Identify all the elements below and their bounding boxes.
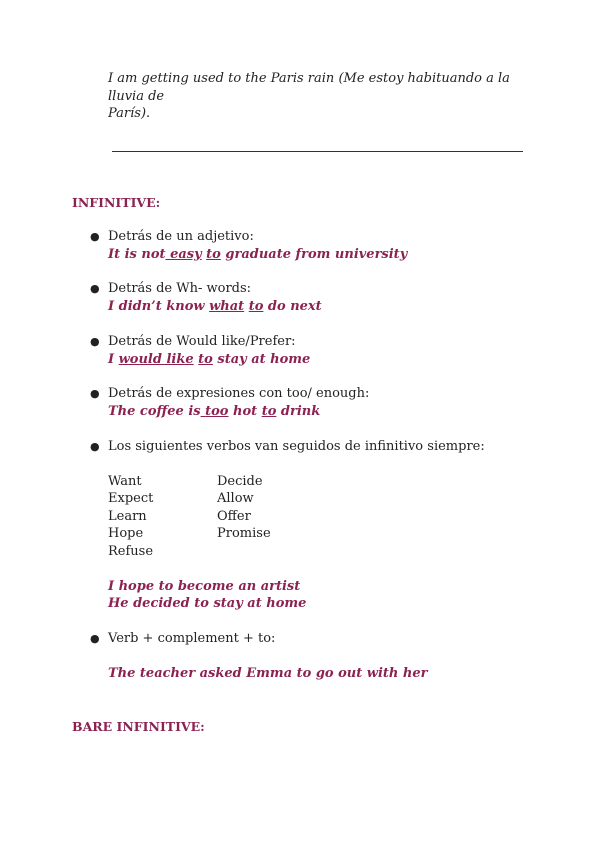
section-heading-bare-infinitive: BARE INFINITIVE: bbox=[72, 719, 205, 734]
bullet-dot: ● bbox=[90, 632, 100, 645]
verb-item: Want bbox=[108, 474, 142, 489]
bullet-dot: ● bbox=[90, 335, 100, 348]
bullet-text-would-like: Detrás de Would like/Prefer: bbox=[108, 334, 296, 349]
verb-item: Promise bbox=[217, 526, 271, 541]
verb-item: Allow bbox=[217, 491, 254, 506]
verb-item: Expect bbox=[108, 491, 154, 506]
verb-item: Decide bbox=[217, 474, 263, 489]
verb-item: Refuse bbox=[108, 544, 154, 559]
separator-line bbox=[112, 151, 523, 152]
intro-line-1: I am getting used to the Paris rain (Me estoy habituando a la lluvia de bbox=[108, 71, 510, 104]
section-heading-infinitive: INFINITIVE: bbox=[72, 195, 161, 210]
intro-line-2: París). bbox=[108, 106, 151, 121]
bullet-text-wh-words: Detrás de Wh- words: bbox=[108, 281, 252, 296]
example-verb-complement: The teacher asked Emma to go out with her bbox=[108, 666, 428, 681]
bullet-text-verbs-infinitive: Los siguientes verbos van seguidos de infinitivo siempre: bbox=[108, 439, 485, 454]
example-too-enough: The coffee is too hot to drink bbox=[108, 404, 321, 419]
bullet-dot: ● bbox=[90, 440, 100, 453]
verb-item: Learn bbox=[108, 509, 147, 524]
example-would-like: I would like to stay at home bbox=[108, 352, 311, 367]
intro-paragraph bbox=[108, 70, 528, 123]
example-verb-2: He decided to stay at home bbox=[108, 596, 307, 611]
bullet-dot: ● bbox=[90, 230, 100, 243]
bullet-dot: ● bbox=[90, 282, 100, 295]
example-verb-1: I hope to become an artist bbox=[108, 579, 301, 594]
bullet-text-too-enough: Detrás de expresiones con too/ enough: bbox=[108, 386, 370, 401]
bullet-text-verb-complement: Verb + complement + to: bbox=[108, 631, 276, 646]
example-wh-words: I didn’t know what to do next bbox=[108, 299, 322, 314]
example-adjective: It is not easy to graduate from university bbox=[108, 247, 408, 262]
verb-item: Offer bbox=[217, 509, 251, 524]
verb-item: Hope bbox=[108, 526, 144, 541]
bullet-text-adjective: Detrás de un adjetivo: bbox=[108, 229, 254, 244]
bullet-dot: ● bbox=[90, 387, 100, 400]
